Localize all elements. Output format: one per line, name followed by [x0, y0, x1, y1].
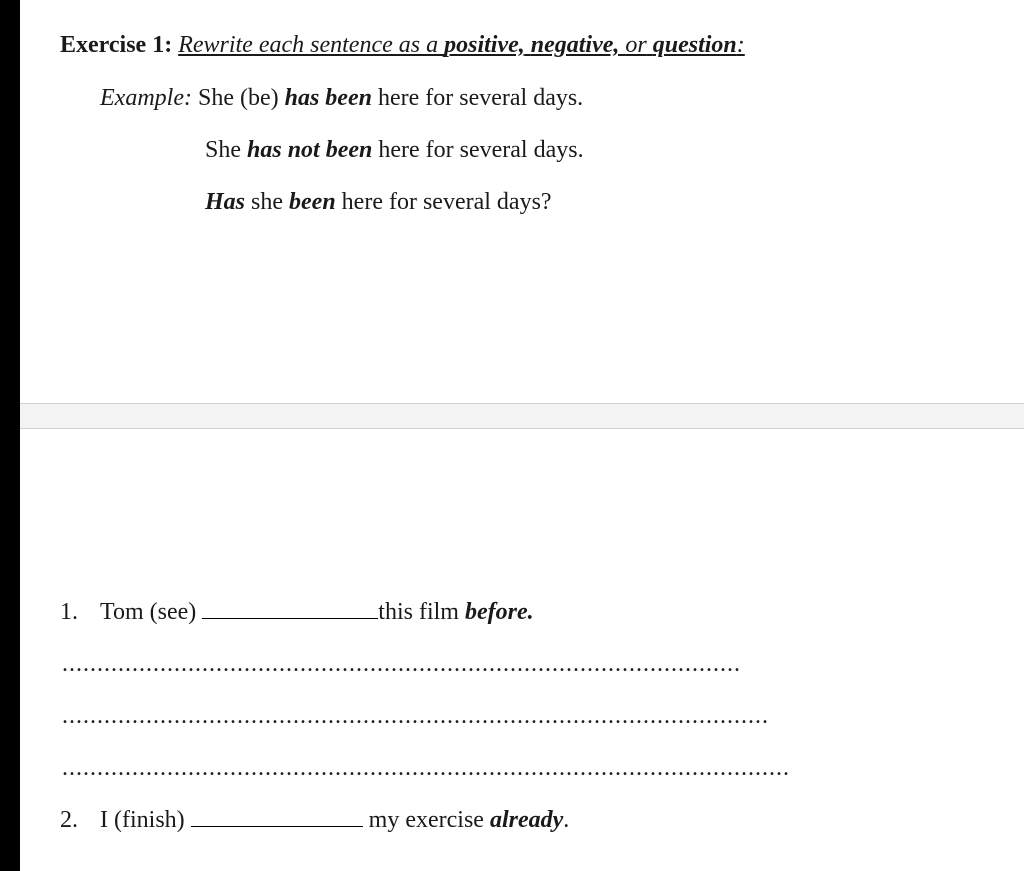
question-number: 1.	[60, 599, 78, 625]
example-label: Example:	[100, 85, 192, 111]
exercise-label: Exercise 1:	[60, 32, 173, 58]
answer-line-1[interactable]: .................................................................................................	[62, 654, 741, 674]
answer-blank-2[interactable]	[191, 806, 363, 827]
exercise-instruction: Rewrite each sentence as a positive, negative, or question:	[178, 32, 745, 58]
question-1: 1. Tom (see) this film before.	[60, 599, 534, 625]
page-break-separator	[20, 403, 1024, 429]
question-2: 2. I (finish) my exercise already.	[60, 807, 570, 833]
question-number: 2.	[60, 807, 78, 833]
answer-line-3[interactable]: ........................................................................................................	[62, 758, 790, 778]
exercise-title	[60, 30, 745, 60]
answer-line-2[interactable]: .....................................................................................................	[62, 706, 769, 726]
answer-blank-1[interactable]	[202, 598, 378, 619]
keyword-question: question	[652, 32, 737, 58]
example-line-1: Example: She (be) has been here for several days.	[100, 85, 584, 111]
keyword-positive: positive,	[444, 32, 525, 58]
left-border-bar	[0, 0, 20, 871]
example-line-2: She has not been here for several days.	[205, 137, 584, 163]
example-line-3: Has she been here for several days?	[205, 189, 552, 215]
keyword-negative: negative,	[530, 32, 620, 58]
